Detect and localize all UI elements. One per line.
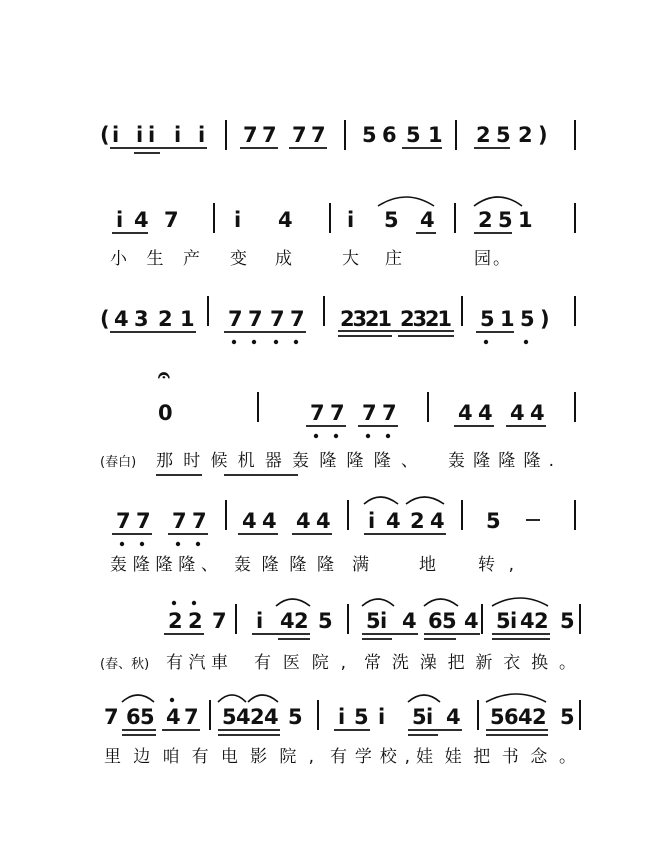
slur: [424, 599, 458, 606]
note: 4: [420, 208, 435, 232]
low-octave-dot: [196, 542, 200, 546]
note: 5: [366, 609, 381, 633]
note: 4: [262, 509, 277, 533]
note: 7: [292, 123, 307, 147]
note: 2: [478, 208, 493, 232]
low-octave-dot: [366, 434, 370, 438]
note: 4: [236, 705, 251, 729]
note: 5: [222, 705, 237, 729]
low-octave-dot: [524, 340, 528, 344]
note: i: [510, 609, 518, 633]
note: i: [368, 509, 376, 533]
note: i: [198, 123, 206, 147]
high-octave-dot: [192, 601, 196, 605]
lyric: 那时候机器轰隆隆隆、: [156, 451, 418, 471]
low-octave-dot: [334, 434, 338, 438]
note: i: [234, 208, 242, 232]
note: 2: [476, 123, 491, 147]
low-octave-dot: [484, 340, 488, 344]
note: 7: [172, 509, 187, 533]
note: i: [136, 123, 144, 147]
close-paren: ): [538, 123, 548, 147]
note: 5: [486, 509, 501, 533]
slur: [408, 695, 440, 702]
note: i: [116, 208, 124, 232]
note: 5: [354, 705, 369, 729]
note: 6: [382, 123, 397, 147]
note-group: 2321: [400, 307, 452, 331]
lyric: 大庄: [342, 249, 402, 269]
note: i: [426, 705, 434, 729]
note: 5: [384, 208, 399, 232]
lyric: 轰隆隆隆.: [448, 451, 554, 471]
lyric: 轰隆隆隆: [234, 555, 334, 575]
note: 2: [158, 307, 173, 331]
note: 4: [280, 609, 295, 633]
note: 5: [496, 609, 511, 633]
note: 5: [498, 208, 513, 232]
note: 7: [362, 401, 377, 425]
slur: [474, 197, 522, 206]
note: 7: [382, 401, 397, 425]
note: 5: [560, 705, 575, 729]
score-row-intro-1: [100, 120, 575, 153]
note: 7: [310, 401, 325, 425]
note: 1: [500, 307, 515, 331]
note: i: [112, 123, 120, 147]
lyric: 变成: [230, 249, 292, 269]
note: 4: [386, 509, 401, 533]
note: 4: [510, 401, 525, 425]
note: 2: [250, 705, 265, 729]
slur: [248, 695, 278, 702]
note: 4: [402, 609, 417, 633]
note: i: [174, 123, 182, 147]
note: i: [378, 705, 386, 729]
note: 6: [126, 705, 141, 729]
high-octave-dot: [172, 601, 176, 605]
slur: [276, 599, 310, 606]
note: 5: [480, 307, 495, 331]
note: 7: [243, 123, 258, 147]
slur: [486, 694, 546, 702]
low-octave-dot: [252, 340, 256, 344]
note: 7: [290, 307, 305, 331]
lyric: 有医院,: [254, 653, 346, 673]
note: 7: [330, 401, 345, 425]
score-row-7: [104, 694, 580, 767]
note: 4: [520, 609, 535, 633]
note: 4: [114, 307, 129, 331]
note: 1: [518, 208, 533, 232]
note: 5: [496, 123, 511, 147]
note: 1: [428, 123, 443, 147]
lyric: 园。: [474, 249, 510, 269]
lyric: 有学校,: [330, 747, 410, 767]
speaker-label: (春、秋): [100, 657, 150, 672]
note: 2: [532, 705, 547, 729]
note: 2: [168, 609, 183, 633]
note: i: [256, 609, 264, 633]
note: 6: [428, 609, 443, 633]
slur: [362, 599, 394, 606]
note: 2: [294, 609, 309, 633]
score-row-intro-2: [100, 296, 575, 344]
note: 7: [184, 705, 199, 729]
note: 2: [188, 609, 203, 633]
score-row-4: [100, 363, 575, 475]
note: i: [148, 123, 156, 147]
lyric: 满地: [352, 555, 436, 575]
note: 6: [504, 705, 519, 729]
note: 5: [140, 705, 155, 729]
note: 2: [534, 609, 549, 633]
note: 7: [104, 705, 119, 729]
slur: [122, 695, 154, 702]
note: 4: [166, 705, 181, 729]
fermata-mark: 𝄐: [158, 363, 170, 387]
low-octave-dot: [140, 542, 144, 546]
note: 7: [228, 307, 243, 331]
slur: [218, 695, 246, 702]
note: 4: [264, 705, 279, 729]
slur: [406, 497, 444, 504]
note: 4: [134, 208, 149, 232]
note: 7: [212, 609, 227, 633]
note: 4: [464, 609, 479, 633]
note: 5: [412, 705, 427, 729]
note: 7: [136, 509, 151, 533]
note: 4: [430, 509, 445, 533]
note: 5: [442, 609, 457, 633]
note: 5: [490, 705, 505, 729]
speaker-label: (春白): [100, 455, 137, 470]
note: 4: [278, 208, 293, 232]
lyric: 轰隆隆隆、: [110, 555, 218, 575]
note: 7: [164, 208, 179, 232]
note: 7: [248, 307, 263, 331]
note: 7: [262, 123, 277, 147]
note: 4: [446, 705, 461, 729]
note: 5: [560, 609, 575, 633]
note: 4: [518, 705, 533, 729]
low-octave-dot: [294, 340, 298, 344]
note: 4: [478, 401, 493, 425]
note: 5: [362, 123, 377, 147]
note: i: [347, 208, 355, 232]
note: i: [338, 705, 346, 729]
note: 4: [458, 401, 473, 425]
low-octave-dot: [314, 434, 318, 438]
lyric: 常洗澡把新衣换。: [364, 653, 576, 673]
low-octave-dot: [176, 542, 180, 546]
note: 5: [406, 123, 421, 147]
lyric: 小生产: [110, 249, 200, 269]
note: 4: [530, 401, 545, 425]
score-row-6: [100, 598, 580, 673]
note: 2: [518, 123, 533, 147]
high-octave-dot: [170, 698, 174, 702]
note: 7: [270, 307, 285, 331]
note: 2: [410, 509, 425, 533]
low-octave-dot: [120, 542, 124, 546]
low-octave-dot: [386, 434, 390, 438]
note: 7: [192, 509, 207, 533]
note: 4: [316, 509, 331, 533]
note: 1: [180, 307, 195, 331]
low-octave-dot: [274, 340, 278, 344]
rest: 0: [158, 401, 173, 425]
open-paren: (: [100, 123, 110, 147]
note: 7: [116, 509, 131, 533]
note-group: 2321: [340, 307, 392, 331]
open-paren: (: [100, 307, 110, 331]
slur: [378, 197, 434, 206]
lyric: 里边咱有电影院,: [104, 747, 314, 767]
close-paren: ): [540, 307, 550, 331]
score-row-5: [110, 497, 575, 575]
note: 7: [311, 123, 326, 147]
note: 5: [288, 705, 303, 729]
score-row-2: [110, 197, 575, 269]
lyric: 娃娃把书念。: [416, 747, 576, 767]
lyric: 有汽車: [166, 653, 228, 673]
note: 3: [134, 307, 149, 331]
lyric: 转,: [478, 555, 514, 575]
note: 4: [296, 509, 311, 533]
slur: [492, 598, 548, 606]
note: 5: [318, 609, 333, 633]
note: 5: [520, 307, 535, 331]
low-octave-dot: [232, 340, 236, 344]
note: i: [380, 609, 388, 633]
slur: [364, 497, 398, 504]
note: 4: [242, 509, 257, 533]
